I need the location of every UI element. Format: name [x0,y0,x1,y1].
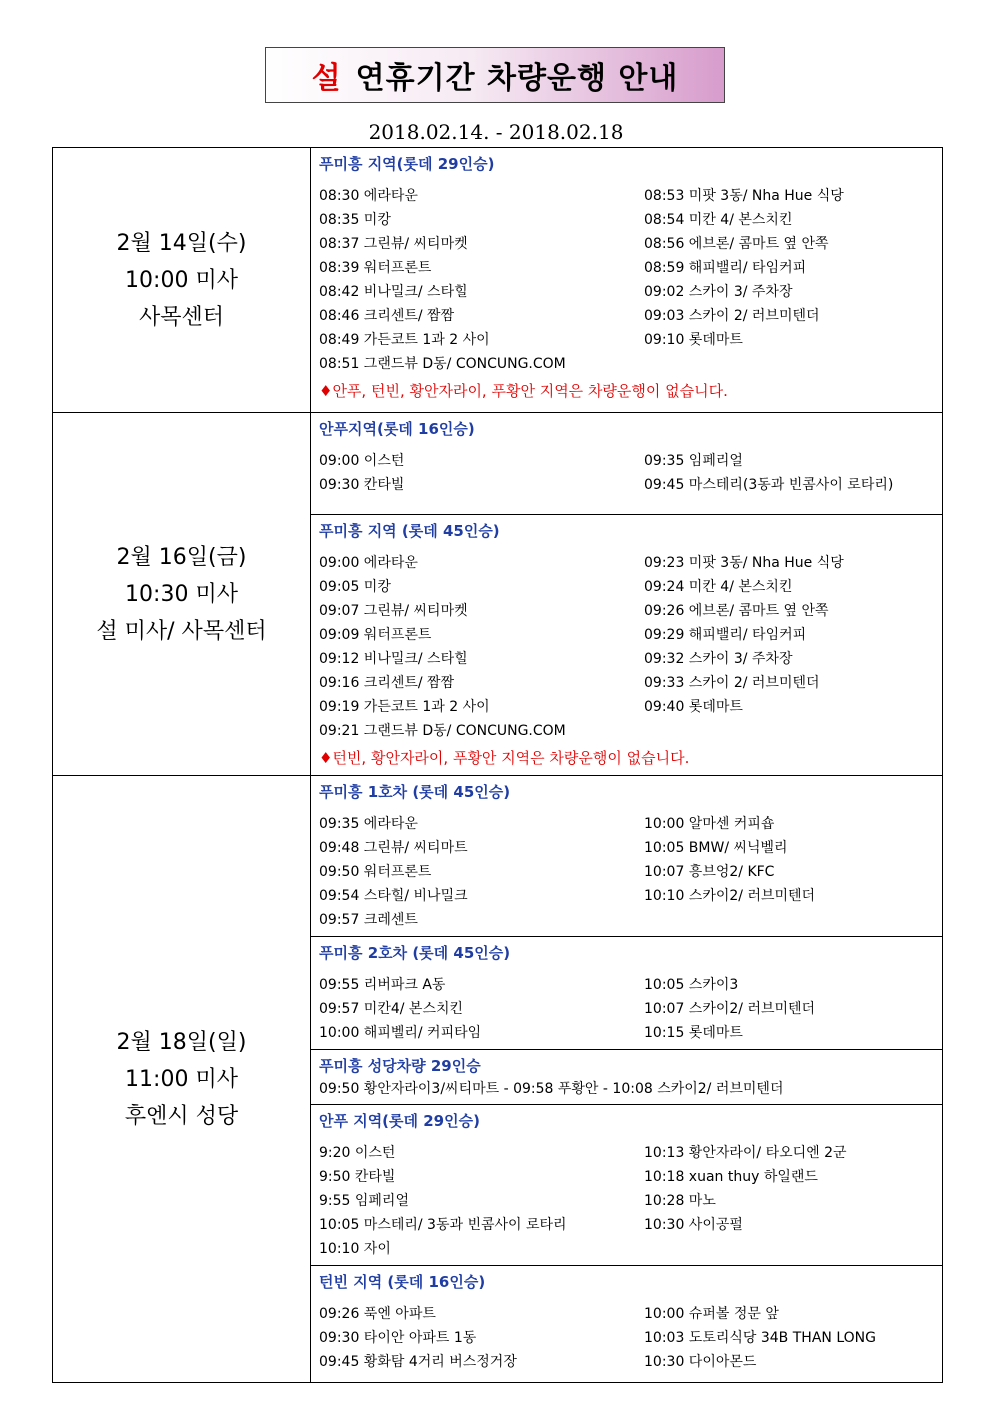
no-service-note: ♦안푸, 턴빈, 황안자라이, 푸황안 지역은 차량운행이 없습니다. [319,382,728,400]
stop-item: 09:03 스카이 2/ 러브미텐더 [644,308,820,324]
route-section [311,937,943,1050]
route-section [311,413,943,515]
stop-item: 10:13 황안자라이/ 타오디엔 2군 [644,1145,847,1161]
stop-item: 09:35 에라타운 [319,816,418,832]
route-line: 09:50 황안자라이3/씨티마트 - 09:58 푸황안 - 10:08 스카이2/ 러브미텐더 [319,1081,784,1097]
stop-list [319,812,938,932]
stop-list [319,1302,938,1374]
stop-item: 9:55 임페리얼 [319,1193,409,1209]
mass-place: 설 미사/ 사목센터 [96,618,267,644]
stop-item: 10:28 마노 [644,1193,716,1209]
stop-list [319,973,938,1045]
stop-item [644,352,944,376]
stop-list [319,1141,938,1261]
stop-item: 08:30 에라타운 [319,188,418,204]
route-title: 안푸 지역(롯데 29인승) [319,1112,480,1130]
stop-item: 08:35 미캉 [319,212,391,228]
stop-item: 09:23 미팟 3동/ Nha Hue 식당 [644,555,844,571]
stop-item: 08:53 미팟 3동/ Nha Hue 식당 [644,188,844,204]
stop-item: 09:16 크리센트/ 짬짬 [319,675,455,691]
page-title [265,47,725,103]
schedule-row [53,776,943,937]
stop-list [319,551,938,743]
stop-item: 09:40 롯데마트 [644,699,743,715]
stop-item: 09:33 스카이 2/ 러브미텐더 [644,675,820,691]
stop-item: 10:00 알마센 커피숍 [644,816,775,832]
stop-item: 08:37 그린뷰/ 씨티마켓 [319,236,468,252]
stop-item: 09:26 에브론/ 콤마트 옆 안쪽 [644,603,829,619]
route-title: 푸미흥 1호차 (롯데 45인승) [319,783,511,801]
route-title: 푸미흥 지역(롯데 29인승) [319,155,495,173]
stop-item: 09:24 미칸 4/ 본스치킨 [644,579,793,595]
stop-item: 09:50 워터프론트 [319,864,432,880]
stop-item: 09:54 스타힐/ 비나밀크 [319,888,468,904]
stop-item: 10:18 xuan thuy 하일랜드 [644,1169,818,1185]
stop-item: 08:56 에브론/ 콤마트 옆 안쪽 [644,236,829,252]
stop-item: 10:05 마스테리/ 3동과 빈콤사이 로타리 [319,1217,567,1233]
stop-item: 09:00 에라타운 [319,555,418,571]
stop-item: 09:05 미캉 [319,579,391,595]
day-date: 2월 14일(수) [116,230,247,256]
stop-item: 09:12 비나밀크/ 스타힐 [319,651,468,667]
stop-item: 9:50 칸타빌 [319,1169,396,1185]
mass-time: 11:00 미사 [125,1066,238,1092]
date-range: 2018.02.14. - 2018.02.18 [368,120,624,144]
title-accent: 설 [311,61,342,96]
stop-item: 09:45 마스테리(3동과 빈콤사이 로타리) [644,477,894,493]
day-cell [53,148,311,413]
mass-time: 10:30 미사 [125,581,238,607]
title-text: 연휴기간 차량운행 안내 [355,61,679,96]
schedule-row [53,413,943,515]
day-date: 2월 18일(일) [116,1029,247,1055]
stop-item: 09:48 그린뷰/ 씨티마트 [319,840,468,856]
stop-item: 09:07 그린뷰/ 씨티마켓 [319,603,468,619]
stop-item: 09:55 리버파크 A동 [319,977,446,993]
route-title: 턴빈 지역 (롯데 16인승) [319,1273,486,1291]
stop-item: 08:39 워터프론트 [319,260,432,276]
stop-item: 09:19 가든코트 1과 2 사이 [319,699,490,715]
schedule-row [53,148,943,413]
stop-item: 09:09 워터프론트 [319,627,432,643]
stop-item [644,908,944,932]
stop-item: 08:54 미칸 4/ 본스치킨 [644,212,793,228]
stop-item: 09:35 임페리얼 [644,453,743,469]
stop-item: 09:57 크레센트 [319,912,418,928]
route-section [311,1105,943,1266]
route-section [311,776,943,937]
stop-item: 10:15 롯데마트 [644,1025,743,1041]
stop-item: 08:59 해피밸리/ 타임커피 [644,260,807,276]
stop-item: 09:30 칸타빌 [319,477,405,493]
stop-item: 10:05 BMW/ 씨닉벨리 [644,840,788,856]
route-title: 푸미흥 성당차량 29인승 [319,1057,481,1075]
route-section [311,515,943,776]
stop-item: 08:49 가든코트 1과 2 사이 [319,332,490,348]
stop-item: 09:57 미칸4/ 본스치킨 [319,1001,464,1017]
route-title: 안푸지역(롯데 16인승) [319,420,475,438]
stop-list [319,449,938,497]
schedule-table [52,147,943,1383]
stop-item: 10:05 스카이3 [644,977,739,993]
stop-item: 10:07 흥브엉2/ KFC [644,864,775,880]
stop-item: 09:45 황화탐 4거리 버스정거장 [319,1354,517,1370]
stop-item [644,719,944,743]
stop-item: 09:21 그랜드뷰 D동/ CONCUNG.COM [319,723,566,739]
stop-item: 09:26 푹엔 아파트 [319,1306,436,1322]
stop-item: 10:10 자이 [319,1241,391,1257]
stop-item: 08:51 그랜드뷰 D동/ CONCUNG.COM [319,356,566,372]
no-service-note: ♦턴빈, 황안자라이, 푸황안 지역은 차량운행이 없습니다. [319,749,690,767]
stop-item: 09:10 롯데마트 [644,332,743,348]
stop-item: 08:46 크리센트/ 짬짬 [319,308,455,324]
stop-item: 10:07 스카이2/ 러브미텐더 [644,1001,816,1017]
stop-item: 09:02 스카이 3/ 주차장 [644,284,793,300]
stop-item: 10:00 슈퍼볼 정문 앞 [644,1306,779,1322]
route-title: 푸미흥 지역 (롯데 45인승) [319,522,500,540]
mass-place: 후엔시 성당 [124,1103,239,1129]
stop-item: 09:32 스카이 3/ 주차장 [644,651,793,667]
route-section [311,148,943,413]
stop-item: 10:30 사이공펄 [644,1217,743,1233]
stop-item: 10:30 다이아몬드 [644,1354,757,1370]
stop-item: 10:00 해피벨리/ 커피타임 [319,1025,482,1041]
stop-item: 9:20 이스턴 [319,1145,396,1161]
stop-item: 10:10 스카이2/ 러브미텐더 [644,888,816,904]
mass-place: 사목센터 [138,304,224,330]
stop-item [644,1237,944,1261]
mass-time: 10:00 미사 [125,267,238,293]
stop-item: 09:30 타이안 아파트 1동 [319,1330,477,1346]
stop-item: 10:03 도토리식당 34B THAN LONG [644,1330,876,1346]
day-cell [53,776,311,1383]
route-section [311,1266,943,1383]
stop-item: 08:42 비나밀크/ 스타힐 [319,284,468,300]
route-section [311,1050,943,1105]
route-title: 푸미흥 2호차 (롯데 45인승) [319,944,511,962]
day-cell [53,413,311,776]
day-date: 2월 16일(금) [116,544,247,570]
stop-item: 09:00 이스턴 [319,453,405,469]
stop-item: 09:29 해피밸리/ 타임커피 [644,627,807,643]
stop-list [319,184,938,376]
